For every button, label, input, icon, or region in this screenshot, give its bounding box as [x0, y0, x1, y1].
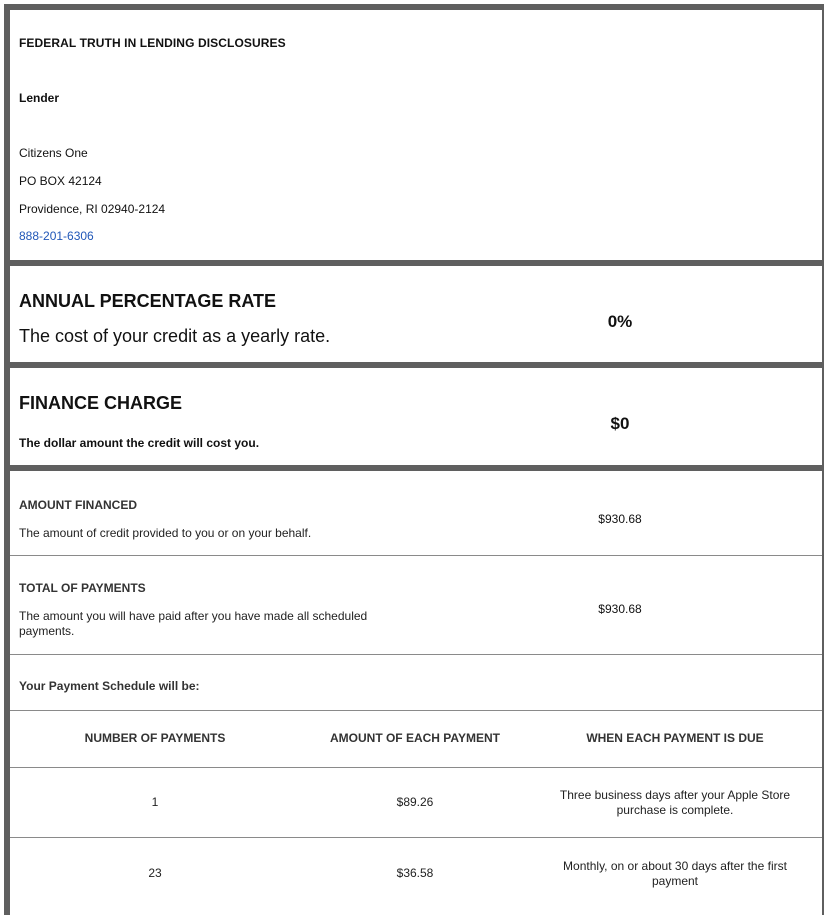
column-header-due: WHEN EACH PAYMENT IS DUE — [586, 731, 764, 745]
lender-address-line2: Providence, RI 02940-2124 — [19, 202, 166, 216]
finance-charge-heading: FINANCE CHARGE — [19, 393, 183, 413]
finance-charge-section — [10, 368, 822, 465]
payment-amount-cell: $89.26 — [396, 795, 434, 809]
total-payments-description: The amount you will have paid after you have made all scheduled payments. — [19, 609, 368, 638]
payment-count-cell: 23 — [148, 866, 162, 880]
finance-charge-description: The dollar amount the credit will cost you. — [19, 436, 260, 450]
amount-financed-heading: AMOUNT FINANCED — [19, 498, 137, 512]
lender-phone-link[interactable]: 888-201-6306 — [19, 229, 94, 243]
amount-financed-value: $930.68 — [598, 512, 642, 526]
lender-address-line1: PO BOX 42124 — [19, 174, 102, 188]
lender-label: Lender — [19, 91, 60, 105]
apr-description: The cost of your credit as a yearly rate. — [19, 326, 331, 346]
payment-amount-cell: $36.58 — [396, 866, 434, 880]
disclosure-frame — [4, 4, 824, 915]
column-header-amount: AMOUNT OF EACH PAYMENT — [329, 731, 500, 745]
row-divider — [10, 654, 822, 655]
row-divider — [10, 837, 822, 838]
total-payments-section — [10, 556, 822, 654]
amount-financed-description: The amount of credit provided to you or on your behalf. — [19, 526, 312, 540]
payment-schedule-label: Your Payment Schedule will be: — [19, 679, 200, 693]
lender-section — [10, 10, 822, 260]
payment-due-cell: Monthly, on or about 30 days after the first payment — [563, 859, 787, 888]
amount-financed-section — [10, 471, 822, 555]
row-divider — [10, 710, 822, 711]
disclosure-title: FEDERAL TRUTH IN LENDING DISCLOSURES — [19, 36, 286, 50]
column-header-number: NUMBER OF PAYMENTS — [84, 731, 226, 745]
apr-heading: ANNUAL PERCENTAGE RATE — [19, 291, 277, 311]
apr-value: 0% — [607, 312, 633, 331]
payment-due-cell: Three business days after your Apple Store purchase is complete. — [559, 788, 791, 817]
row-divider — [10, 767, 822, 768]
total-payments-value: $930.68 — [598, 602, 642, 616]
total-payments-heading: TOTAL OF PAYMENTS — [19, 581, 146, 595]
lender-name: Citizens One — [19, 146, 88, 160]
finance-charge-value: $0 — [610, 414, 630, 433]
payment-count-cell: 1 — [151, 795, 159, 809]
apr-section — [10, 266, 822, 362]
